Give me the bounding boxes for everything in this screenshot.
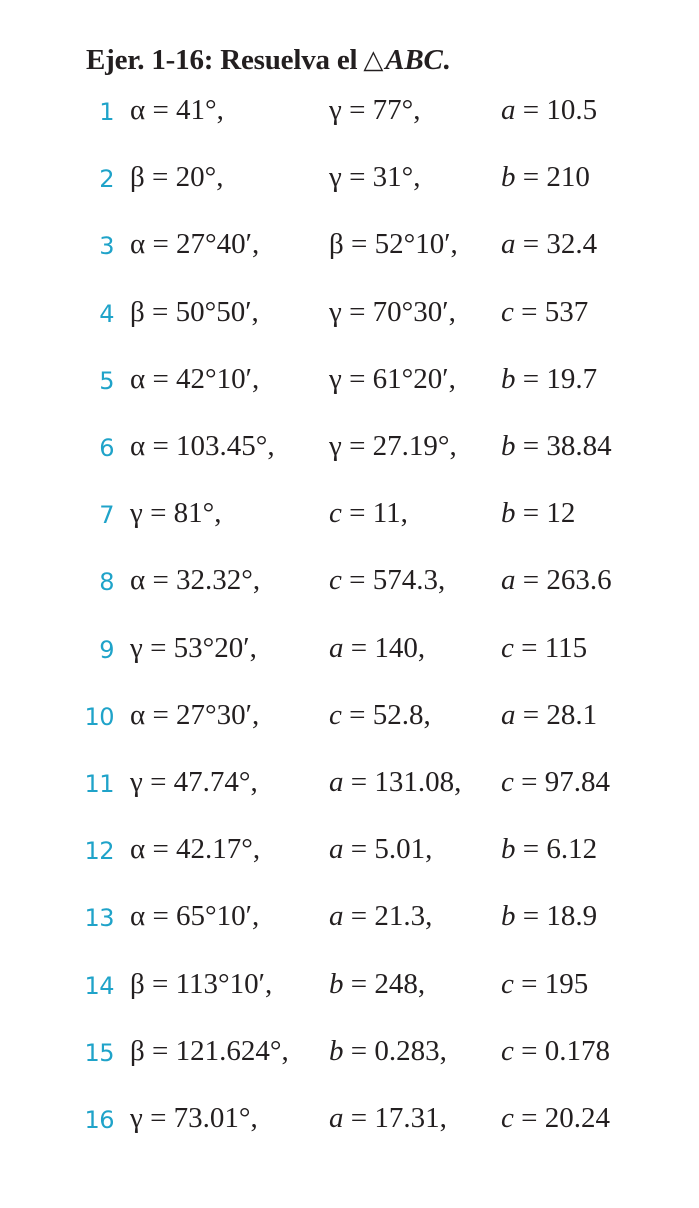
given-value-1: α = 27°40′, [130,228,260,261]
problem-number: 6 [99,434,114,462]
given-value-2: γ = 61°20′, [329,362,456,395]
given-value-1: α = 42.17°, [130,833,261,866]
problem-row [0,699,699,739]
problem-number: 15 [84,1038,114,1067]
given-value-1: β = 50°50′, [130,295,259,328]
given-value-2: c = 574.3, [329,564,446,597]
problem-number: 4 [99,299,114,328]
heading-suffix: . [442,44,450,76]
problem-row [0,564,699,604]
given-value-1: γ = 73.01°, [130,1102,258,1134]
given-value-3: c = 195 [501,967,589,1000]
given-value-3: b = 18.9 [501,900,598,933]
problem-row [0,228,699,268]
given-value-2: b = 0.283, [329,1034,447,1067]
given-value-3: b = 210 [501,161,590,194]
given-value-2: a = 17.31, [329,1102,447,1134]
given-value-1: β = 113°10′, [130,967,273,1000]
problem-number: 12 [84,837,114,866]
problem-number: 3 [99,232,114,261]
given-value-3: a = 263.6 [501,564,612,597]
problem-row [0,900,699,940]
problem-row [0,296,699,336]
given-value-1: γ = 53°20′, [130,631,257,664]
problem-row [0,833,699,873]
problem-row [0,497,699,537]
problem-number: 2 [99,165,114,194]
given-value-3: b = 19.7 [501,362,598,395]
given-value-2: c = 11, [329,497,408,530]
problem-row [0,161,699,201]
given-value-2: γ = 31°, [329,161,421,194]
given-value-2: γ = 77°, [329,94,421,126]
problem-number: 9 [99,635,114,664]
problem-number: 7 [99,501,114,530]
given-value-3: c = 0.178 [501,1034,610,1067]
triangle-name: ABC [385,44,443,76]
given-value-2: γ = 27.19°, [329,430,457,462]
problem-number: 14 [84,971,114,1000]
given-value-3: b = 6.12 [501,833,598,866]
problem-row [0,1102,699,1142]
problem-number: 10 [84,702,114,731]
given-value-2: a = 131.08, [329,766,462,798]
problem-number: 13 [84,904,114,933]
problem-number: 16 [84,1106,114,1134]
given-value-1: α = 65°10′, [130,900,260,933]
given-value-3: b = 38.84 [501,430,612,462]
given-value-2: a = 5.01, [329,833,433,866]
triangle-icon: △ [363,45,384,74]
given-value-1: γ = 47.74°, [130,766,258,798]
given-value-2: c = 52.8, [329,698,431,731]
given-value-3: a = 32.4 [501,228,598,261]
given-value-1: α = 41°, [130,94,224,126]
problem-number: 8 [99,568,114,597]
problem-number: 11 [84,770,114,798]
given-value-1: α = 27°30′, [130,698,260,731]
given-value-3: a = 28.1 [501,698,598,731]
problem-number: 5 [99,366,114,395]
given-value-1: γ = 81°, [130,497,222,530]
problem-row [0,430,699,470]
problem-number: 1 [99,98,114,126]
given-value-1: α = 32.32°, [130,564,261,597]
given-value-1: α = 42°10′, [130,362,260,395]
problem-row [0,968,699,1008]
given-value-3: c = 20.24 [501,1102,610,1134]
given-value-2: a = 140, [329,631,426,664]
given-value-1: β = 121.624°, [130,1034,289,1067]
given-value-2: a = 21.3, [329,900,433,933]
heading-prefix: Ejer. 1-16: Resuelva el [86,44,358,76]
problem-row [0,766,699,806]
problem-row [0,94,699,134]
given-value-1: α = 103.45°, [130,430,275,462]
problem-row [0,363,699,403]
given-value-3: a = 10.5 [501,94,598,126]
problem-row [0,632,699,672]
given-value-3: c = 115 [501,631,588,664]
given-value-3: b = 12 [501,497,576,530]
given-value-1: β = 20°, [130,161,224,194]
exercise-heading [86,44,450,77]
given-value-2: γ = 70°30′, [329,295,456,328]
given-value-3: c = 97.84 [501,766,610,798]
given-value-2: β = 52°10′, [329,228,458,261]
given-value-2: b = 248, [329,967,426,1000]
given-value-3: c = 537 [501,295,589,328]
problem-row [0,1035,699,1075]
